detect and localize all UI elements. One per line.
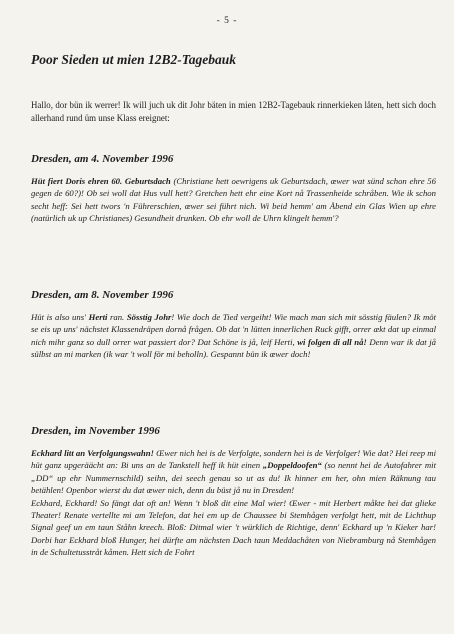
entry-emphasis: „Doppeldoofen“ [262, 460, 322, 471]
entry-emphasis: Herti [88, 312, 108, 322]
entry-lead: Eckhard litt an Verfolgungswahn! [31, 448, 154, 458]
entry-text-continued: Eckhard, Eckhard! So fängt dat oft an! Wenn 't bloß dit eine Mal wier! Œwer - mit Herbert måkte hei dat glieke Theater! Renate vertellte mi am Telefon, dat hei em up de Chaussee bi Stemhågen verfolgt hett, mit de Lichthup Signal geef un em taun Ståhn kreech. Bloß: Ditmal wier 't würklich de Richtige, denn' Eckhard up 'n Kieker har! Dorbi har Eckhard bloß Hunger, hei dürfte am nächsten Dach taun Meddachåten von Niebramburg nå Stemhågen in de Schultetusstråt kåmen. Hett sich de Fohrt [31, 497, 436, 558]
entry-text-part: ! Wie doch de Tied vergeiht! Wie mach man sich mit sösstig fäulen? Ik möt se eis up uns' nächstet Klassendräpen dornå frågen. Ob dat 'n lütten innerlichen Ruck gifft, orrer ækt dat up einmal nich mihr ganz so dull orrer wat passiert dor? Dat Schöne is jå, leif Herti, [31, 312, 436, 347]
entry-emphasis: wi folgen di all nå! [297, 336, 367, 347]
entry-text [31, 175, 436, 224]
entry-emphasis: Sösstig Johr [126, 312, 172, 322]
entry-heading: Dresden, am 8. November 1996 [31, 289, 174, 301]
entry-text-part: ran. [107, 312, 127, 322]
entry-heading: Dresden, im November 1996 [31, 425, 160, 437]
entry-text-part: Denn war ik dat jå sülbst an mi marken (ik war 't woll för mi beholln). Gespannt bün ik œwer doch! [31, 336, 437, 359]
entry-lead: Hüt fiert Doris ehren 60. Geburtsdach [31, 176, 171, 186]
intro-paragraph: Hallo, dor bün ik werrer! Ik will juch uk dit Johr bäten in mien 12B2-Tagebauk rinnerkieken låten, hett sich doch allerhand rund üm unse Klass ereignet: [31, 100, 436, 123]
entry-heading: Dresden, am 4. November 1996 [31, 153, 174, 165]
entry-body: (Christiane hett oewrigens uk Geburtsdach, œwer wat sünd schon ehre 56 gegen de 60?)! Ob sei woll dat Hus vull hett? Gretchen hett ehr eine Kort nå Trassenheide schråben. Wie ik schon secht heff: Sei hett twors 'n Führerschien, œwer sei führt nich. Wi beid hemm' am Åbend ein Glas Wien up ehre (natürlich uk up Christianes) Gesundheit drunken. Ob ehr woll de Uhrn klingelt hemm'? [31, 176, 436, 223]
diary-entry-november [31, 425, 436, 559]
diary-entry-nov-8 [31, 289, 436, 360]
entry-text-part: Œwer nich hei is de Verfolgte, sondern hei is de Verfolger! Wie dat? Hei reep mi hüt ganz upgeräächt an: Bi uns an de Tankstell heff ik hüt einen [31, 448, 436, 471]
entry-text-part: Hüt is also uns' [31, 312, 89, 322]
entry-text-part: (so nennt hei de Autofahrer mit „DD“ up ehr Nummernschild) seihn, dei seech genau so ut as du! Ik hinner em her, ohn mien Räknung tau betählen! Openbor wierst du dat œwer nich, denn du büst jå nu in Dresden! [31, 460, 436, 496]
diary-entry-nov-4 [31, 153, 436, 224]
entry-text [31, 311, 436, 360]
page-number: - 5 - [216, 16, 238, 26]
entry-text [31, 447, 436, 497]
page-title: Poor Sieden ut mien 12B2-Tagebauk [31, 52, 237, 67]
